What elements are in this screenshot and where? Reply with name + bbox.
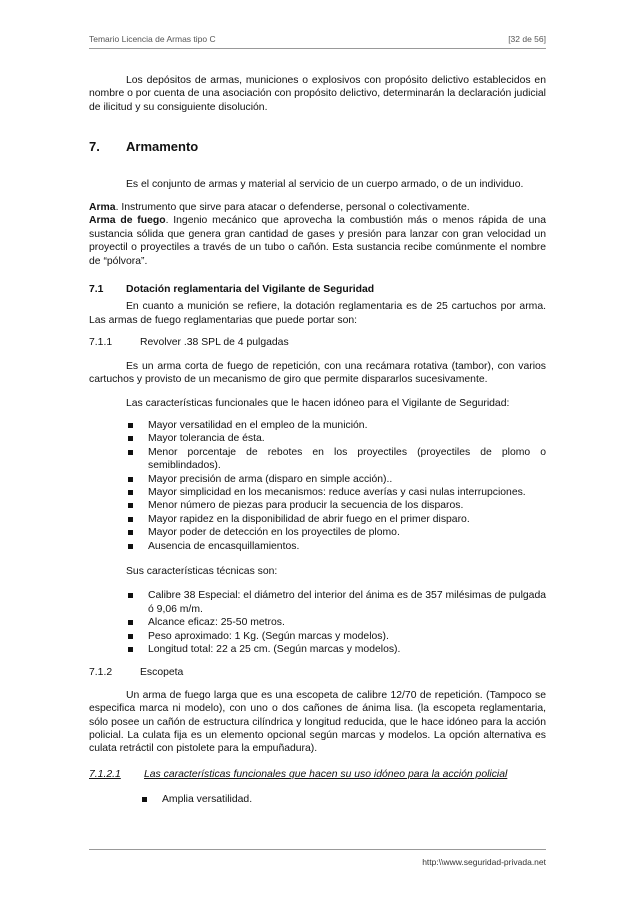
technical-intro: Sus características técnicas son: [126, 565, 278, 577]
arma-fuego-term: Arma de fuego [89, 215, 166, 227]
bullet-icon [128, 647, 133, 652]
list-item: Menor porcentaje de rebotes en los proyectiles (proyectiles de plomo o semiblindados). [126, 446, 546, 473]
section-7-1-1-text: Es un arma corta de fuego de repetición, con una recámara rotativa (tambor), con varios cartuchos y provisto de un mecanismo de giro que permite dispararlos sucesivamente. [89, 360, 546, 386]
bullet-icon [142, 797, 147, 802]
list-item: Mayor rapidez en la disponibilidad de abrir fuego en el primer disparo. [126, 513, 546, 526]
section-number: 7.1.1 [89, 337, 113, 349]
bullet-icon [128, 620, 133, 625]
header-title: Temario Licencia de Armas tipo C [89, 34, 216, 44]
section-title: Las características funcionales que hacen su uso idóneo para la acción policial [144, 768, 508, 780]
bullet-icon [128, 634, 133, 639]
list-item: Mayor simplicidad en los mecanismos: reduce averías y casi nulas interrupciones. [126, 486, 546, 499]
section-number: 7.1.2 [89, 667, 113, 679]
footer-divider [89, 849, 546, 850]
list-item: Alcance eficaz: 25-50 metros. [126, 616, 546, 629]
list-item: Ausencia de encasquillamientos. [126, 540, 546, 553]
list-item: Peso aproximado: 1 Kg. (Según marcas y modelos). [126, 630, 546, 643]
bullet-icon [128, 503, 133, 508]
section-7-heading [89, 140, 546, 153]
section-7-1-text: En cuanto a munición se refiere, la dotación reglamentaria es de 25 cartuchos por arma. Las armas de fuego reglamentarias que puede portar son: [89, 301, 546, 326]
section-number: 7.1 [89, 284, 104, 296]
arma-definition [89, 201, 546, 214]
list-item: Amplia versatilidad. [140, 793, 546, 806]
section-7-intro: Es el conjunto de armas y material al servicio de un cuerpo armado, o de un individuo. [126, 178, 524, 190]
header-divider [89, 48, 546, 49]
functional-list [126, 419, 546, 553]
functional-police-list [140, 793, 546, 806]
section-title: Armamento [126, 139, 199, 155]
technical-list [126, 589, 546, 656]
bullet-icon [128, 450, 133, 455]
bullet-icon [128, 436, 133, 441]
footer-url: http:\\www.seguridad-privada.net [422, 857, 546, 867]
bullet-icon [128, 517, 133, 522]
bullet-icon [128, 477, 133, 482]
section-7-1-heading [89, 283, 546, 296]
intro-paragraph: Los depósitos de armas, municiones o explosivos con propósito delictivo establecidos en nombre o por cuenta de una asociación con propósito delictivo, determinarán la declaración judicial de ilicitud y su consiguiente disolución. [89, 75, 546, 113]
section-7-1-2-1-heading [89, 768, 546, 781]
page-counter: [32 de 56] [508, 34, 546, 44]
bullet-icon [128, 423, 133, 428]
list-item: Mayor poder de detección en los proyectiles de plomo. [126, 526, 546, 539]
section-title: Revolver .38 SPL de 4 pulgadas [140, 337, 289, 349]
section-title: Escopeta [140, 667, 184, 679]
list-item: Calibre 38 Especial: el diámetro del interior del ánima es de 357 milésimas de pulgada ó 9,06 m/m. [126, 589, 546, 616]
page-body [89, 74, 546, 807]
list-item: Mayor precisión de arma (disparo en simple acción).. [126, 473, 546, 486]
functional-intro: Las características funcionales que le hacen idóneo para el Vigilante de Seguridad: [126, 397, 510, 409]
section-7-1-2-heading [89, 666, 546, 679]
bullet-icon [128, 544, 133, 549]
section-number: 7.1.2.1 [89, 768, 121, 780]
section-title: Dotación reglamentaria del Vigilante de Seguridad [126, 284, 375, 296]
arma-fuego-text: . Ingenio mecánico que aprovecha la combustión más o menos rápida de una sustancia sólida que genera gran cantidad de gases y presión para lanzar con gran velocidad un proyectil o proyectiles a través de un tubo o cañón. Esta sustancia recibe comúnmente el nombre de “pólvora”. [89, 215, 546, 267]
section-7-1-2-text: Un arma de fuego larga que es una escopeta de calibre 12/70 de repetición. (Tampoco se especifica marca ni modelo), con uno o dos cañones de ánima lisa. (la escopeta reglamentaria, sólo posee un cañón de estructura cilíndrica y longitud reducida, que le hace idóneo para la acción policial. La culata fija es un elemento opcional según marcas y modelos. La opción alternativa es culata retráctil con pistolete para la empuñadura). [89, 689, 546, 755]
bullet-icon [128, 530, 133, 535]
arma-text: . Instrumento que sirve para atacar o defenderse, personal o colectivamente. [115, 202, 470, 214]
list-item: Mayor tolerancia de ésta. [126, 432, 546, 445]
list-item: Mayor versatilidad en el empleo de la munición. [126, 419, 546, 432]
bullet-icon [128, 593, 133, 598]
bullet-icon [128, 490, 133, 495]
section-number: 7. [89, 139, 100, 155]
arma-term: Arma [89, 202, 116, 214]
arma-fuego-definition [89, 214, 546, 268]
list-item: Menor número de piezas para producir la secuencia de los disparos. [126, 499, 546, 512]
section-7-1-1-heading [89, 336, 546, 349]
list-item: Longitud total: 22 a 25 cm. (Según marcas y modelos). [126, 643, 546, 656]
